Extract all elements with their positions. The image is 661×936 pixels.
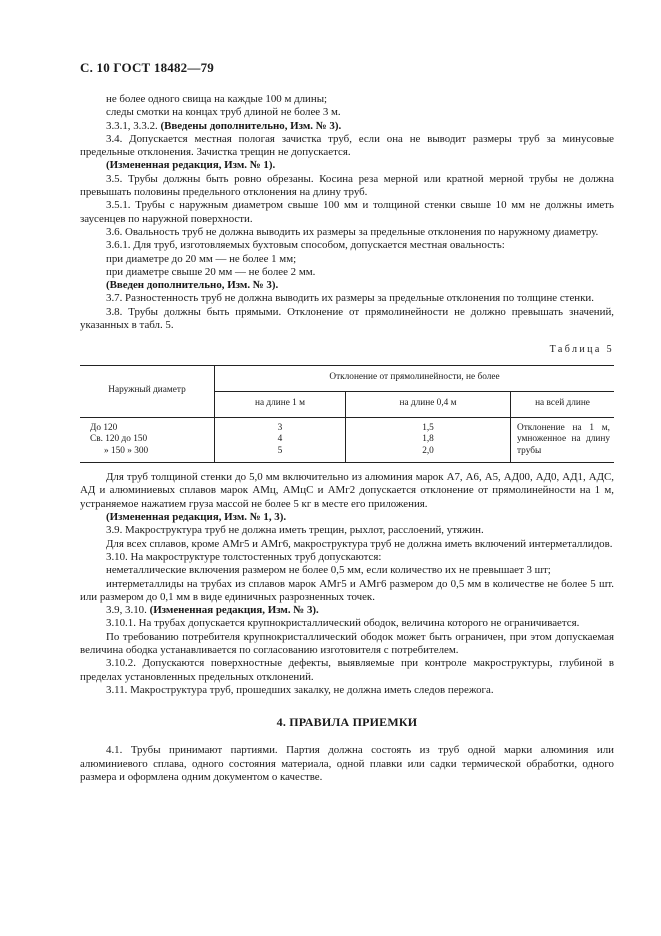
cell-value: 5	[277, 445, 283, 456]
section-title: 4. ПРАВИЛА ПРИЕМКИ	[276, 715, 418, 730]
table-cell-1m	[215, 417, 346, 463]
clause-number: 3.3.1, 3.3.2.	[106, 119, 158, 132]
page-header: С. 10 ГОСТ 18482—79	[80, 60, 214, 75]
paragraph: следы смотки на концах труб длиной не более 3 м.	[106, 106, 341, 119]
table-header-group: Отклонение от прямолинейности, не более	[215, 365, 615, 391]
cell-value: 3	[277, 422, 283, 433]
table-header-col: на длине 0,4 м	[346, 391, 511, 417]
paragraph: 3.9. Макроструктура труб не должна иметь трещин, рыхлот, расслоений, утяжин.	[106, 524, 484, 537]
paragraph: Для всех сплавов, кроме АМг5 и АМг6, макроструктура труб не должна иметь включений интерметаллидов.	[106, 537, 613, 550]
cell-value: Св. 120 до 150	[90, 434, 148, 445]
paragraph: при диаметре свыше 20 мм — не более 2 мм.	[106, 265, 316, 278]
paragraph: 3.5.1. Трубы с наружным диаметром свыше 100 мм и толщиной стенки свыше 10 мм не должны иметь заусенцев по наружной поверхности.	[80, 199, 614, 225]
cell-value: 2,0	[422, 445, 434, 456]
table-row	[80, 417, 614, 463]
amendment-note-text: (Измененная редакция, Изм. № 1).	[106, 159, 276, 172]
paragraph: По требованию потребителя крупнокристаллический ободок может быть ограничен, при этом допускаемая величина ободка устанавливается по согласованию изготовителя с потребителем.	[80, 630, 614, 656]
paragraph: неметаллические включения размером не более 0,5 мм, если количество их не превышает 3 шт;	[106, 564, 551, 577]
document-body	[80, 93, 614, 784]
paragraph: интерметаллиды на трубах из сплавов марок АМг5 и АМг6 размером до 0,5 мм в количестве не более 5 шт. или размером до 0,1 мм в виде единичных разрозненных точек.	[80, 577, 614, 603]
paragraph: Для труб толщиной стенки до 5,0 мм включительно из алюминия марок А7, А6, А5, АД00, АД0, АД1, АДС, АД и алюминиевых сплавов марок АМц, АМцС и АМг2 допускается отклонение от прямолинейности на 1 м, устраняемое нажатием груза массой не более 5 кг в месте его приложения.	[80, 471, 614, 510]
amendment-note	[80, 159, 614, 172]
paragraph: 3.6.1. Для труб, изготовляемых буxтовым способом, допускается местная овальность:	[106, 239, 505, 252]
paragraph: 3.11. Макроструктура труб, прошедших закалку, не должна иметь следов пережога.	[106, 683, 494, 696]
paragraph: 4.1. Трубы принимают партиями. Партия должна состоять из труб одной марки алюминия или алюминиевого сплава, одного состояния материала, одной плавки или садки термической обработки, одного размера и оформлена одним документом о качестве.	[80, 744, 614, 784]
paragraph: не более одного свища на каждые 100 м длины;	[106, 93, 328, 105]
amendment-note-text: (Измененная редакция, Изм. № 1, 3).	[106, 511, 287, 524]
table-header-diameter: Наружный диаметр	[80, 365, 215, 417]
spacer	[80, 463, 614, 471]
table-cell-04m	[346, 417, 511, 463]
paragraph: 3.5. Трубы должны быть ровно обрезаны. Косина реза мерной или кратной мерной трубы не должна превышать половины предельного отклонения на длину труб.	[80, 172, 614, 199]
paragraph	[80, 604, 614, 617]
table-cell-whole: Отклонение на 1 м, умноженное на длину трубы	[511, 417, 615, 463]
cell-value: 1,5	[422, 422, 434, 433]
amendment-note: (Введены дополнительно, Изм. № 3).	[160, 119, 342, 132]
paragraph: 3.10.1. На трубах допускается крупнокристаллический ободок, величина которого не ограничивается.	[106, 617, 580, 630]
cell-value: » 150 » 300	[104, 445, 149, 456]
clause-number: 3.9, 3.10.	[106, 604, 147, 617]
paragraph: 3.7. Разностенность труб не должна выводить их размеры за предельные отклонения по толщине стенки.	[106, 292, 594, 305]
table-header-col: на всей длине	[511, 391, 615, 417]
cell-value: 1,8	[422, 434, 434, 445]
paragraph: 3.6. Овальность труб не должна выводить их размеры за предельные отклонения по наружному диаметру.	[106, 225, 599, 238]
paragraph: 3.8. Трубы должны быть прямыми. Отклонение от прямолинейности не должно превышать значений, указанных в табл. 5.	[80, 305, 614, 332]
amendment-note-text: (Введен дополнительно, Изм. № 3).	[106, 279, 279, 292]
table-cell-diameters	[80, 417, 215, 463]
amendment-note	[80, 279, 614, 292]
paragraph: 3.10.2. Допускаются поверхностные дефекты, выявляемые при контроле макроструктуры, глубиной в пределах установленных предельных отклонений.	[80, 657, 614, 683]
paragraph: 3.10. На макроструктуре толстостенных труб допускаются:	[106, 550, 382, 563]
amendment-note	[80, 511, 614, 524]
cell-value: 4	[277, 434, 283, 445]
straightness-table	[80, 365, 614, 464]
paragraph: 3.4. Допускается местная пологая зачистка труб, если она не выводит размеры труб за минусовые предельные отклонения. Зачистка трещин не допускается.	[80, 132, 614, 159]
amendment-note: (Измененная редакция, Изм. № 3).	[149, 604, 319, 617]
cell-value: До 120	[90, 422, 118, 433]
table-header-col: на длине 1 м	[215, 391, 346, 417]
paragraph: при диаметре до 20 мм — не более 1 мм;	[106, 252, 297, 265]
table-caption: Таблица 5	[549, 344, 614, 356]
paragraph	[80, 120, 614, 133]
